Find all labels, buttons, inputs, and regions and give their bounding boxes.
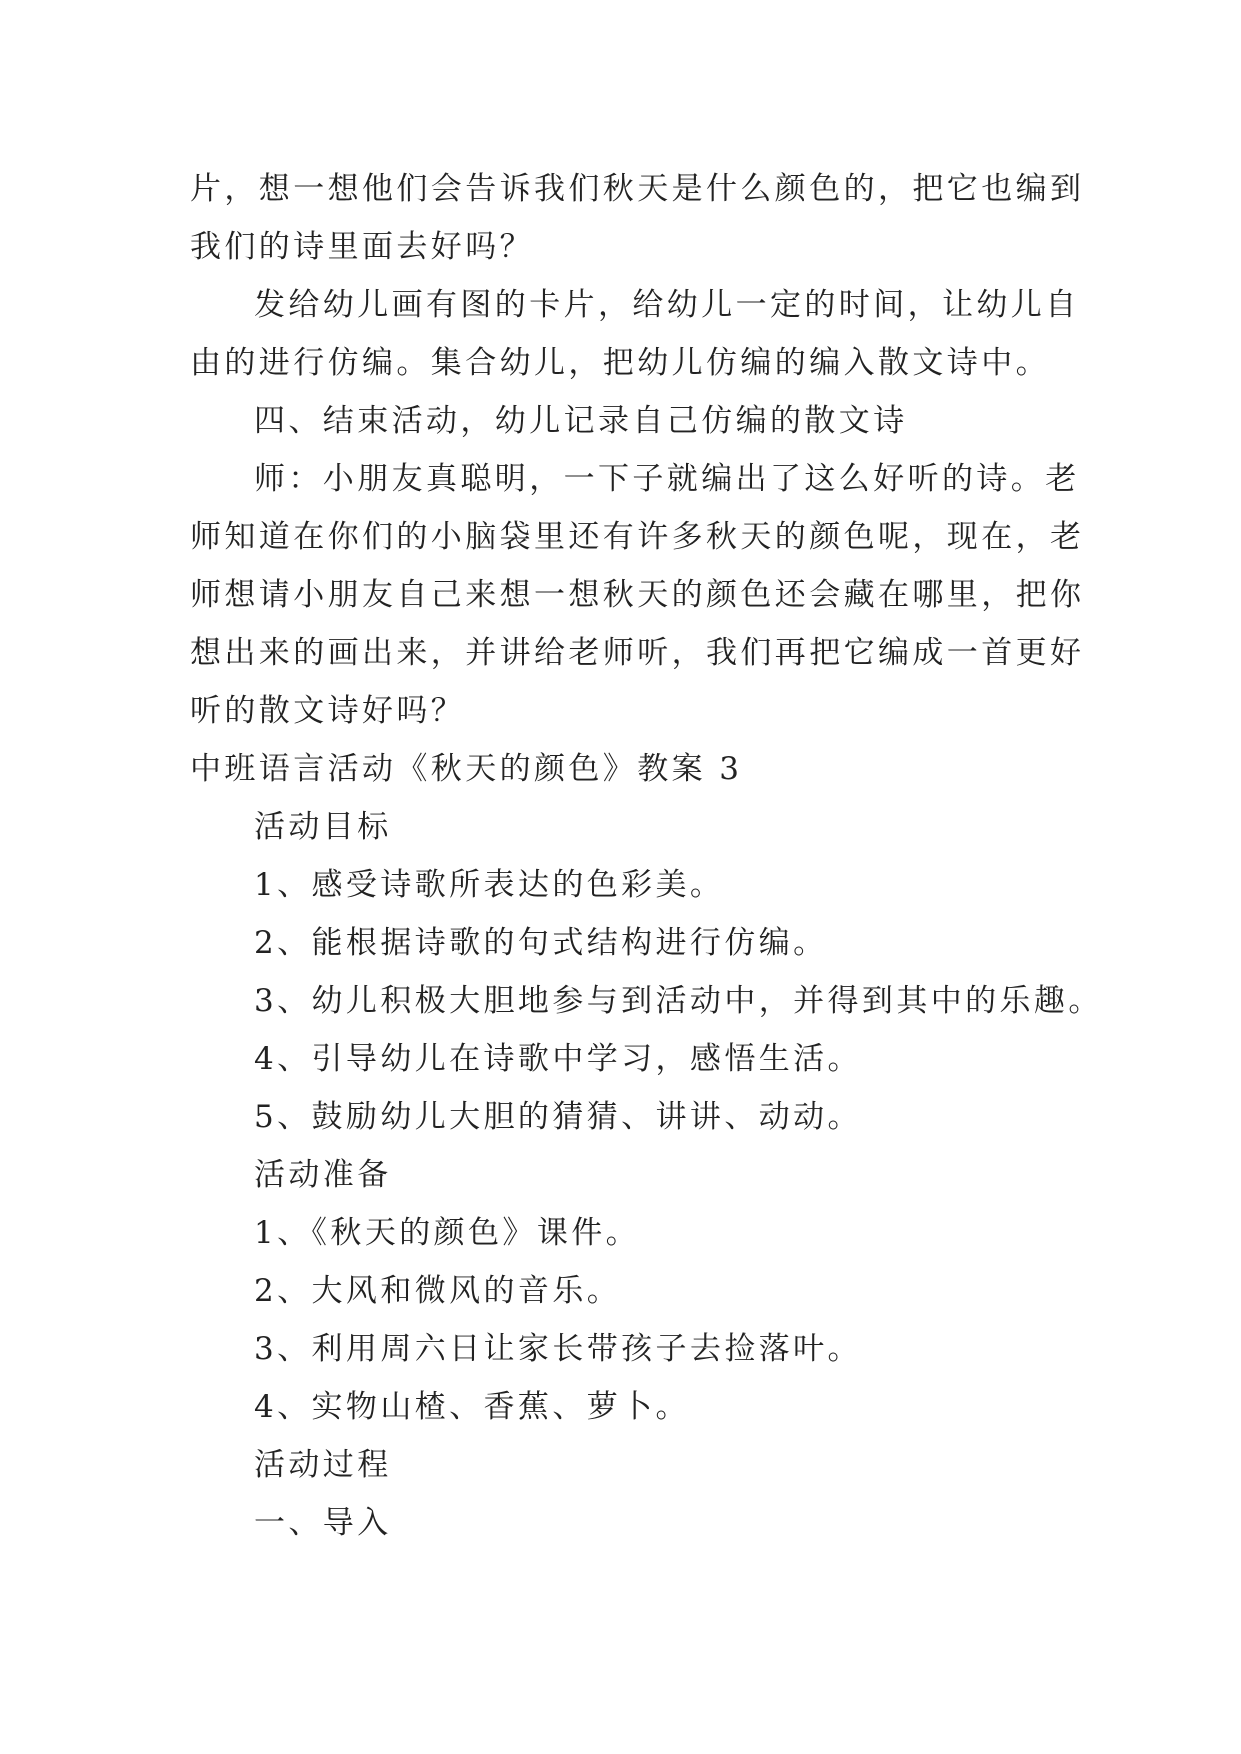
document-title: 中班语言活动《秋天的颜色》教案 3 <box>190 751 743 787</box>
list-item: 3、幼儿积极大胆地参与到活动中，并得到其中的乐趣。 <box>254 983 1103 1019</box>
paragraph-line: 师：小朋友真聪明，一下子就编出了这么好听的诗。老 <box>254 461 1080 497</box>
list-item: 2、能根据诗歌的句式结构进行仿编。 <box>254 925 828 961</box>
paragraph-line: 由的进行仿编。集合幼儿，把幼儿仿编的编入散文诗中。 <box>190 345 1050 381</box>
list-item: 4、实物山楂、香蕉、萝卜。 <box>254 1389 690 1425</box>
section-heading: 活动准备 <box>254 1157 392 1193</box>
paragraph-line: 想出来的画出来，并讲给老师听，我们再把它编成一首更好 <box>190 635 1085 671</box>
paragraph-line: 发给幼儿画有图的卡片，给幼儿一定的时间，让幼儿自 <box>254 287 1080 323</box>
section-heading: 活动目标 <box>254 809 392 845</box>
paragraph-line: 听的散文诗好吗？ <box>190 693 466 729</box>
paragraph-line: 师想请小朋友自己来想一想秋天的颜色还会藏在哪里，把你 <box>190 577 1085 613</box>
document-body <box>190 160 1103 1552</box>
section-heading: 四、结束活动，幼儿记录自己仿编的散文诗 <box>254 403 908 439</box>
paragraph-line: 我们的诗里面去好吗？ <box>190 229 534 265</box>
section-heading: 一、导入 <box>254 1505 392 1541</box>
list-item: 3、利用周六日让家长带孩子去捡落叶。 <box>254 1331 862 1367</box>
paragraph-line: 师知道在你们的小脑袋里还有许多秋天的颜色呢，现在，老 <box>190 519 1085 555</box>
list-item: 1、《秋天的颜色》课件。 <box>254 1215 641 1251</box>
list-item: 4、引导幼儿在诗歌中学习，感悟生活。 <box>254 1041 862 1077</box>
list-item: 5、鼓励幼儿大胆的猜猜、讲讲、动动。 <box>254 1099 862 1135</box>
list-item: 2、大风和微风的音乐。 <box>254 1273 622 1309</box>
paragraph-line: 片，想一想他们会告诉我们秋天是什么颜色的，把它也编到 <box>190 171 1085 207</box>
section-heading: 活动过程 <box>254 1447 392 1483</box>
list-item: 1、感受诗歌所表达的色彩美。 <box>254 867 725 903</box>
